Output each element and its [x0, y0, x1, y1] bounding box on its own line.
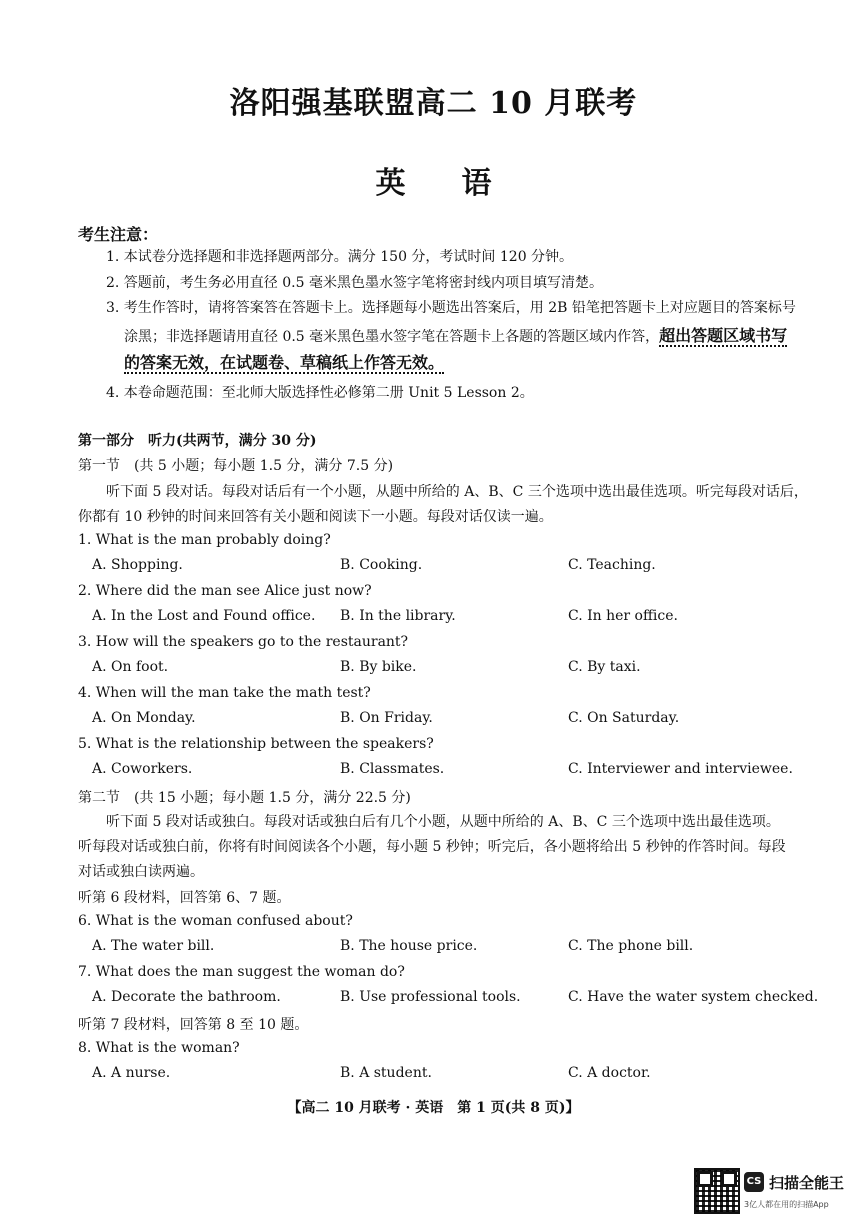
- qr-code: [694, 1168, 740, 1214]
- notice-item-2: 2. 答题前，考生务必用直径 0.5 毫米黑色墨水签字笔将密封线内项目填写清楚。: [106, 275, 603, 291]
- q8-option-a: A. A nurse.: [92, 1065, 171, 1081]
- notice-item-3-line-2: 涂黑；非选择题请用直径 0.5 毫米黑色墨水签字笔在答题卡上各题的答题区域内作答，超出答题区域书写: [124, 326, 788, 345]
- watermark-subtitle: 3亿人都在用的扫描App: [744, 1200, 829, 1209]
- notice-item-1: 1. 本试卷分选择题和非选择题两部分。满分 150 分，考试时间 120 分钟。: [106, 249, 574, 265]
- q5-option-c: C. Interviewer and interviewee.: [568, 761, 793, 777]
- q5-option-a: A. Coworkers.: [92, 761, 193, 777]
- q1-option-c: C. Teaching.: [568, 557, 656, 573]
- q3-option-b: B. By bike.: [340, 659, 417, 675]
- question-4: 4. When will the man take the math test?: [78, 685, 371, 701]
- q6-option-c: C. The phone bill.: [568, 938, 694, 954]
- q3-option-c: C. By taxi.: [568, 659, 641, 675]
- question-3: 3. How will the speakers go to the restaurant?: [78, 634, 409, 650]
- section2-instructions-3: 对话或独白读两遍。: [78, 864, 204, 880]
- notice-item-3-line-3: [124, 350, 444, 373]
- q3-option-a: A. On foot.: [92, 659, 169, 675]
- q2-option-a: A. In the Lost and Found office.: [92, 608, 316, 624]
- notice-heading: 考生注意：: [78, 225, 159, 244]
- subject-char-2: 语: [461, 166, 492, 201]
- q5-option-b: B. Classmates.: [340, 761, 445, 777]
- section1-instructions-2: 你都有 10 秒钟的时间来回答有关小题和阅读下一小题。每段对话仅读一遍。: [78, 509, 553, 525]
- section2-instructions-1: 听下面 5 段对话或独白。每段对话或独白后有几个小题，从题中所给的 A、B、C 三个选项中选出最佳选项。: [106, 814, 780, 830]
- q6-option-a: A. The water bill.: [92, 938, 215, 954]
- question-2: 2. Where did the man see Alice just now?: [78, 583, 372, 599]
- notice-item-3: 3. 考生作答时，请将答案答在答题卡上。选择题每小题选出答案后，用 2B 铅笔把答题卡上对应题目的答案标号: [106, 300, 796, 316]
- section1-instructions-1: 听下面 5 段对话。每段对话后有一个小题，从题中所给的 A、B、C 三个选项中选出最佳选项。听完每段对话后，: [106, 484, 808, 500]
- section2-heading: 第二节 (共 15 小题；每小题 1.5 分，满分 22.5 分): [78, 790, 411, 806]
- q7-option-a: A. Decorate the bathroom.: [92, 989, 281, 1005]
- q8-option-b: B. A student.: [340, 1065, 432, 1081]
- q6-option-b: B. The house price.: [340, 938, 478, 954]
- notice-emphasis-2: 的答案无效，在试题卷、草稿纸上作答无效。: [124, 353, 445, 372]
- section2-instructions-2: 听每段对话或独白前，你将有时间阅读各个小题，每小题 5 秒钟；听完后，各小题将给出 5 秒钟的作答时间。每段: [78, 839, 786, 855]
- part1-heading: 第一部分 听力(共两节，满分 30 分): [78, 433, 317, 449]
- question-8: 8. What is the woman?: [78, 1040, 240, 1056]
- notice-item-4: 4. 本卷命题范围：至北师大版选择性必修第二册 Unit 5 Lesson 2。: [106, 385, 534, 401]
- q1-option-b: B. Cooking.: [340, 557, 423, 573]
- page-footer: 【高二 10 月联考 · 英语 第 1 页(共 8 页)】: [287, 1100, 580, 1116]
- material-6-note: 听第 6 段材料，回答第 6、7 题。: [78, 890, 291, 906]
- subject-title: [0, 158, 867, 202]
- question-1: 1. What is the man probably doing?: [78, 532, 331, 548]
- q8-option-c: C. A doctor.: [568, 1065, 651, 1081]
- question-7: 7. What does the man suggest the woman do?: [78, 964, 405, 980]
- section1-heading: 第一节 (共 5 小题；每小题 1.5 分，满分 7.5 分): [78, 458, 394, 474]
- camscanner-logo-icon: CS: [744, 1172, 764, 1192]
- material-7-note: 听第 7 段材料，回答第 8 至 10 题。: [78, 1017, 309, 1033]
- notice-emphasis-1: 超出答题区域书写: [659, 326, 788, 345]
- question-6: 6. What is the woman confused about?: [78, 913, 353, 929]
- q7-option-b: B. Use professional tools.: [340, 989, 521, 1005]
- q2-option-c: C. In her office.: [568, 608, 678, 624]
- watermark-name: 扫描全能王: [769, 1174, 845, 1192]
- subject-char-1: 英: [375, 166, 406, 201]
- exam-title: 洛阳强基联盟高二 10 月联考: [229, 86, 638, 121]
- q2-option-b: B. In the library.: [340, 608, 456, 624]
- q4-option-a: A. On Monday.: [92, 710, 196, 726]
- q7-option-c: C. Have the water system checked.: [568, 989, 819, 1005]
- question-5: 5. What is the relationship between the speakers?: [78, 736, 434, 752]
- q4-option-c: C. On Saturday.: [568, 710, 680, 726]
- q1-option-a: A. Shopping.: [92, 557, 183, 573]
- q4-option-b: B. On Friday.: [340, 710, 433, 726]
